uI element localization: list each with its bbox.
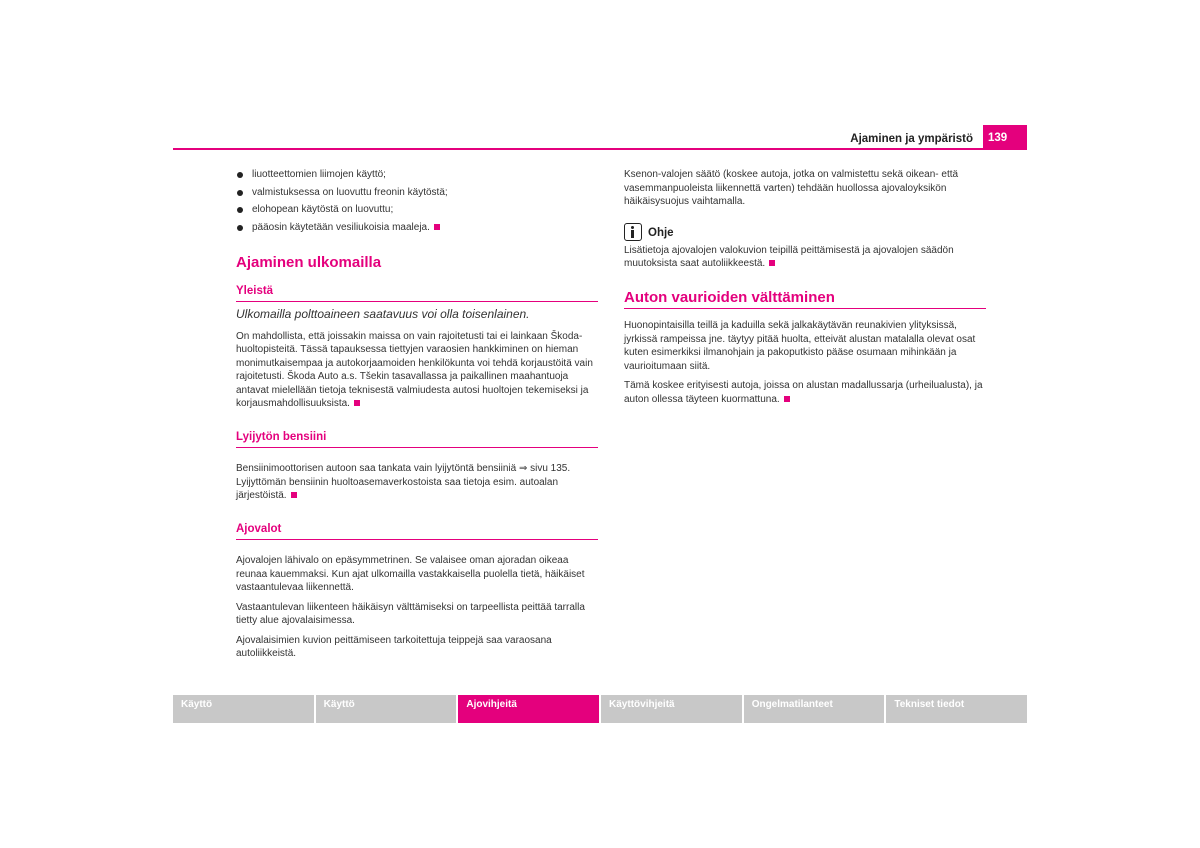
bullet-dot-icon bbox=[237, 172, 243, 178]
note-box bbox=[624, 223, 986, 271]
body-paragraph: Bensiinimoottorisen autoon saa tankata vain lyijytöntä bensiiniä ⇒ sivu 135. Lyijyttömän bensiinin huoltoasemaverkostoista saa tietoja esim. autoalan järjestöistä. bbox=[236, 463, 571, 501]
pink-square-icon bbox=[784, 396, 790, 402]
body-paragraph: Ksenon-valojen säätö (koskee autoja, jotka on valmistettu sekä oikean- että vasemmanpuoleista liikennettä varten) tehdään huollossa ajovaloyksikön häikäisysuojus vaihtamalla. bbox=[624, 169, 959, 207]
note-title: Ohje bbox=[648, 227, 674, 239]
header-rule bbox=[173, 148, 1027, 150]
subsection-yleista bbox=[236, 285, 598, 411]
subsection-title: Yleistä bbox=[236, 285, 598, 303]
section-ajaminen-ulkomailla bbox=[236, 256, 598, 270]
right-column bbox=[624, 168, 986, 412]
list-item: liuotteettomien liimojen käyttö; bbox=[236, 168, 598, 182]
body-paragraph: On mahdollista, että joissakin maissa on vain rajoitetusti tai ei lainkaan Škoda-huoltopisteitä. Tässä tapauksessa tiettyjen varaosien hankkiminen on hieman monimutkaisempaa ja autokorjaamoiden henkilökunta voi tehdä korjaustöitä vain rajoitetusti. Škoda Auto a.s. Tšekin tasavallassa ja paikallinen maahantuoja antavat mielellään tietoja teknisestä valmiudesta autosi huoltojen tekemiseksi ja korjausmahdollisuuksista. bbox=[236, 330, 593, 409]
subsection-title: Lyijytön bensiini bbox=[236, 431, 598, 449]
subsection-lyijyton bbox=[236, 431, 598, 503]
section-auton-vaurioiden bbox=[624, 288, 986, 407]
note-header bbox=[624, 223, 986, 241]
section-rule bbox=[624, 308, 986, 309]
nav-tab-kaytto-2[interactable]: Käyttö bbox=[316, 695, 457, 723]
body-paragraph: Ajovalaisimien kuvion peittämiseen tarkoitettuja teippejä saa varaosana autoliikkeistä. bbox=[236, 634, 552, 659]
pink-square-icon bbox=[291, 492, 297, 498]
subsection-title: Ajovalot bbox=[236, 523, 598, 541]
note-body: Lisätietoja ajovalojen valokuvion teipillä peittämisestä ja ajovalojen säädön muutoksista saat autoliikkeestä. bbox=[624, 244, 954, 269]
chapter-nav bbox=[173, 695, 1027, 723]
pink-square-icon bbox=[769, 260, 775, 266]
body-paragraph: Ajovalojen lähivalo on epäsymmetrinen. Se valaisee oman ajoradan oikeaa reunaa kauemmaksi. Kun ajat ulkomailla vastakkaisella puolella tietä, häikäiset vastaantulevaa liikennettä. bbox=[236, 555, 585, 593]
pink-square-icon bbox=[434, 224, 440, 230]
lead-text: Ulkomailla polttoaineen saatavuus voi olla toisenlainen. bbox=[236, 307, 530, 321]
list-item: pääosin käytetään vesiliukoisia maaleja. bbox=[236, 221, 598, 235]
list-item: valmistuksessa on luovuttu freonin käytöstä; bbox=[236, 186, 598, 200]
bullet-dot-icon bbox=[237, 190, 243, 196]
bullet-dot-icon bbox=[237, 225, 243, 231]
nav-tab-kaytto-1[interactable]: Käyttö bbox=[173, 695, 314, 723]
pink-square-icon bbox=[354, 400, 360, 406]
nav-tab-ajovihjeita[interactable]: Ajovihjeitä bbox=[458, 695, 599, 723]
section-title: Auton vaurioiden välttäminen bbox=[624, 288, 835, 306]
eco-bullet-list bbox=[236, 168, 598, 234]
nav-tab-tekniset-tiedot[interactable]: Tekniset tiedot bbox=[886, 695, 1027, 723]
page-number-badge: 139 bbox=[983, 125, 1027, 149]
body-paragraph: Tämä koskee erityisesti autoja, joissa on alustan madallussarja (urheilualusta), ja auton ollessa täyteen kuormattuna. bbox=[624, 380, 983, 405]
body-paragraph: Vastaantulevan liikenteen häikäisyn välttämiseksi on tarpeellista peittää tarralla tietty alue ajovalaisimessa. bbox=[236, 601, 585, 626]
header-title: Ajaminen ja ympäristö bbox=[850, 133, 973, 145]
section-title: Ajaminen ulkomailla bbox=[236, 254, 382, 271]
subsection-ajovalot bbox=[236, 523, 598, 661]
nav-tab-kayttovihjeita[interactable]: Käyttövihjeitä bbox=[601, 695, 742, 723]
bullet-dot-icon bbox=[237, 207, 243, 213]
info-note-icon bbox=[624, 223, 642, 241]
left-column bbox=[236, 168, 598, 667]
nav-tab-ongelmatilanteet[interactable]: Ongelmatilanteet bbox=[744, 695, 885, 723]
list-item: elohopean käytöstä on luovuttu; bbox=[236, 203, 598, 217]
body-paragraph: Huonopintaisilla teillä ja kaduilla sekä jalkakäytävän reunakivien ylityksissä, jyrkissä rampeissa jne. täytyy pitää huolta, etteivät alustan matalalla olevat osat kuten esimerkiksi ilmanohjain ja pakoputkisto pääse osumaan mihinkään ja vaurioitumaan siitä. bbox=[624, 320, 976, 372]
